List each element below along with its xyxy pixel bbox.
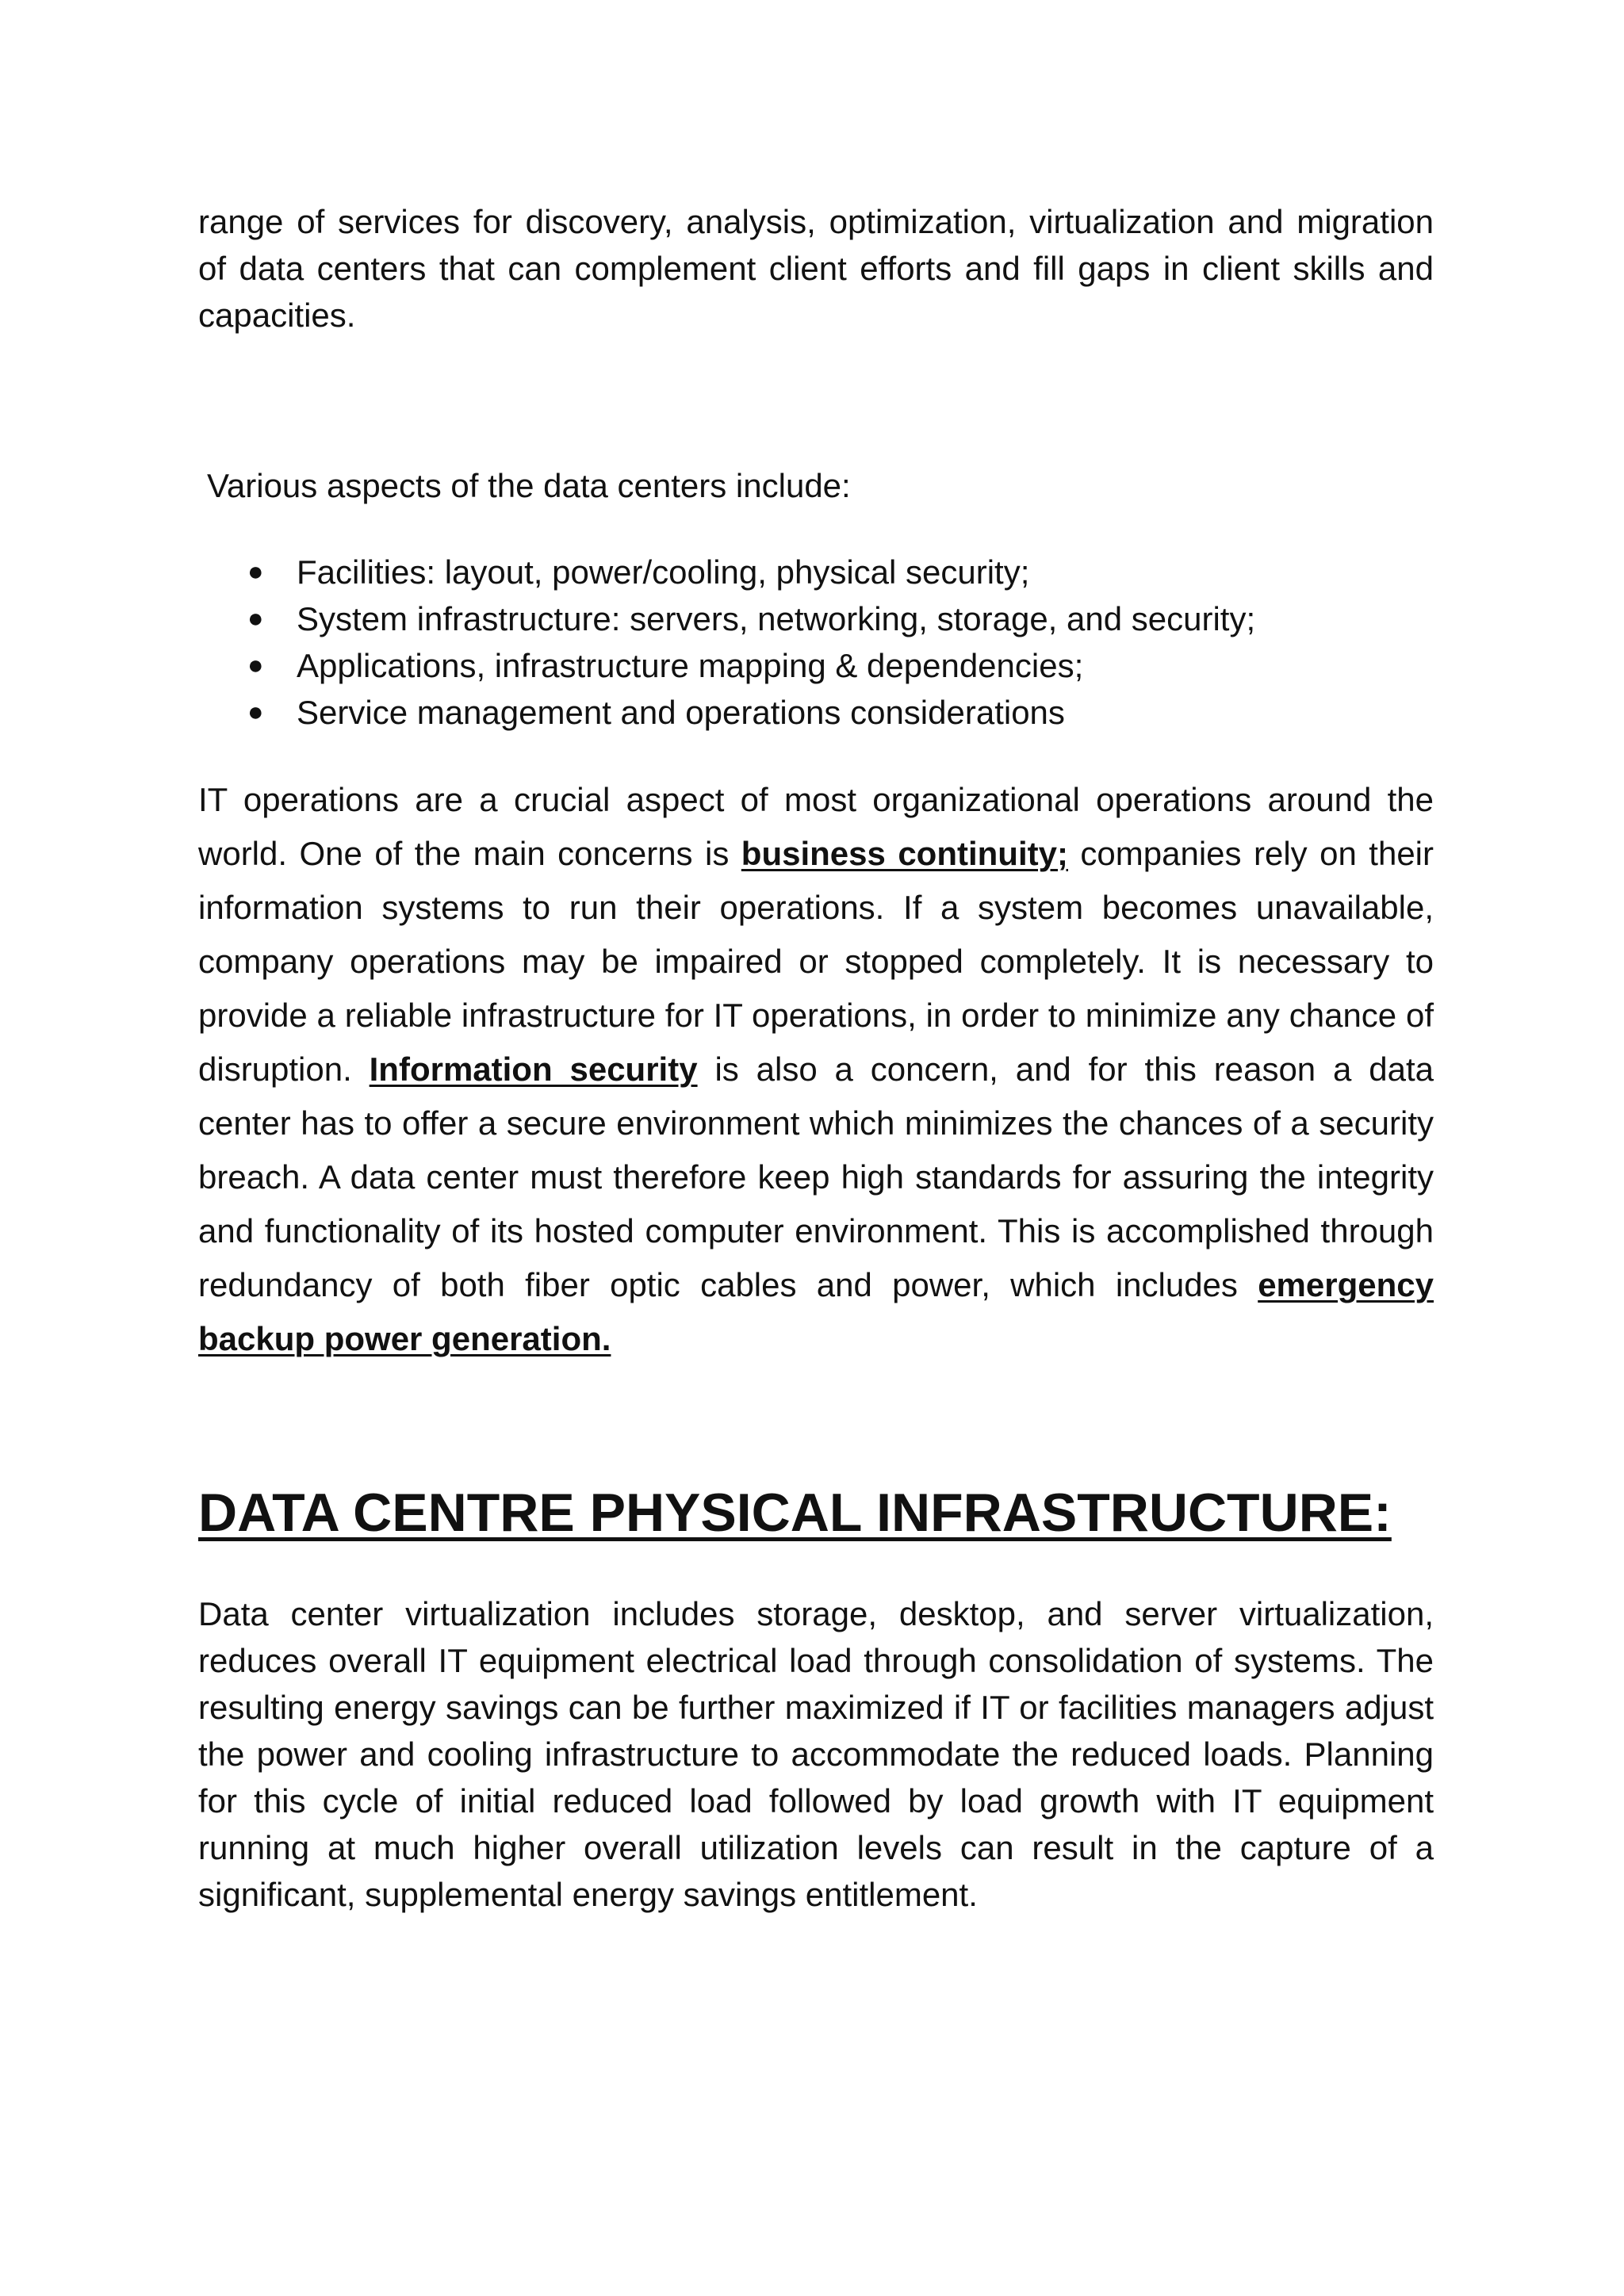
list-item bbox=[198, 549, 1434, 595]
list-item bbox=[198, 689, 1434, 736]
emphasis-backup-power: emergency backup power generation. bbox=[198, 1266, 1434, 1357]
aspects-list bbox=[198, 549, 1434, 736]
paragraph-virtualization: Data center virtualization includes storage, desktop, and server virtualization, reduces overall IT equipment electrical load through consolidation of systems. The resulting energy savings can be further maximized if IT or facilities managers adjust the power and cooling infrastructure to accommodate the reduced loads. Planning for this cycle of initial reduced load followed by load growth with IT equipment running at much higher overall utilization levels can result in the capture of a significant, supplemental energy savings entitlement. bbox=[198, 1595, 1434, 1913]
bullet-icon: ● bbox=[247, 650, 264, 680]
paragraph-it-operations bbox=[198, 773, 1434, 1366]
paragraph-text: is also a concern, and for this reason a data center has to offer a secure environment which minimizes the chances of a security breach. A data center must therefore keep high standards for assuring the integrity and functionality of its hosted computer environment. This is accomplished through redundancy of both fiber optic cables and power, which includes bbox=[198, 1050, 1434, 1303]
list-item-text: Service management and operations considerations bbox=[297, 694, 1065, 731]
emphasis-information-security: Information security bbox=[369, 1050, 698, 1088]
list-item bbox=[198, 595, 1434, 642]
paragraph-text: IT operations are a crucial aspect of most organizational operations around the world. One of the main concerns is bbox=[198, 781, 1434, 872]
bullet-icon: ● bbox=[247, 603, 264, 633]
section-heading: DATA CENTRE PHYSICAL INFRASTRUCTURE: bbox=[198, 1483, 1392, 1543]
bullet-icon: ● bbox=[247, 697, 264, 727]
list-item-text: System infrastructure: servers, networking, storage, and security; bbox=[297, 600, 1256, 637]
emphasis-business-continuity: business continuity; bbox=[741, 835, 1068, 872]
list-item-text: Applications, infrastructure mapping & dependencies; bbox=[297, 647, 1084, 684]
list-item-text: Facilities: layout, power/cooling, physical security; bbox=[297, 553, 1030, 591]
bullet-icon: ● bbox=[247, 557, 264, 587]
paragraph-text: companies rely on their information systems to run their operations. If a system becomes unavailable, company operations may be impaired or stopped completely. It is necessary to provide a reliable infrastructure for IT operations, in order to minimize any chance of disruption. bbox=[198, 835, 1434, 1088]
aspects-intro: Various aspects of the data centers include: bbox=[207, 467, 851, 504]
paragraph-services: range of services for discovery, analysis, optimization, virtualization and migration of data centers that can complement client efforts and fill gaps in client skills and capacities. bbox=[198, 203, 1434, 334]
list-item bbox=[198, 642, 1434, 689]
